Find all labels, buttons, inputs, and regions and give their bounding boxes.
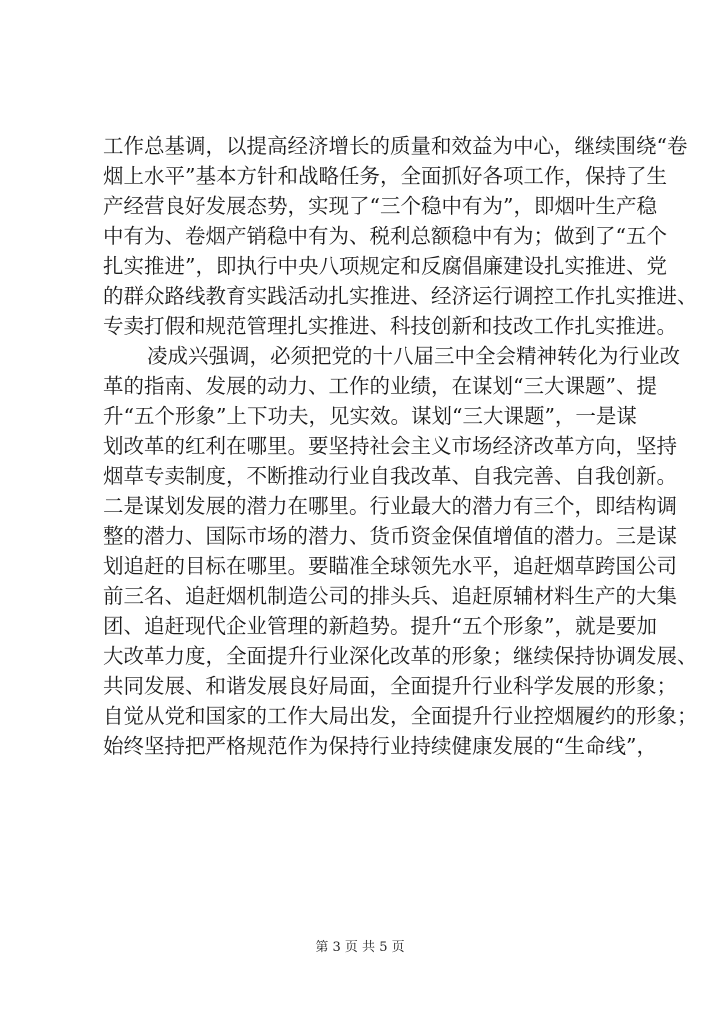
text-line: 整的潜力、国际市场的潜力、货币资金保值增值的潜力。三是谋 [103,524,677,548]
text-line: 自觉从党和国家的工作大局出发，全面提升行业控烟履约的形象； [103,704,698,728]
text-line: 革的指南、发展的动力、工作的业绩，在谋划“三大课题”、提 [103,374,657,398]
text-line: 扎实推进”，即执行中央八项规定和反腐倡廉建设扎实推进、党 [103,254,667,278]
text-line: 大改革力度，全面提升行业深化改革的形象；继续保持协调发展、 [103,644,698,668]
text-line: 工作总基调，以提高经济增长的质量和效益为中心，继续围绕“卷 [103,134,688,158]
text-line: 的群众路线教育实践活动扎实推进、经济运行调控工作扎实推进、 [103,284,698,308]
text-line: 共同发展、和谐发展良好局面，全面提升行业科学发展的形象； [103,674,677,698]
paragraph-first-line: 凌成兴强调，必须把党的十八届三中全会精神转化为行业改 [147,344,680,368]
page-footer: 第 3 页 共 5 页 [315,940,405,955]
text-line: 团、追赶现代企业管理的新趋势。提升“五个形象”，就是要加 [103,614,657,638]
text-line: 烟草专卖制度，不断推动行业自我改革、自我完善、自我创新。 [103,464,677,488]
text-line: 始终坚持把严格规范作为保持行业持续健康发展的“生命线”， [103,734,657,758]
text-line: 划改革的红利在哪里。要坚持社会主义市场经济改革方向，坚持 [103,434,677,458]
text-line: 二是谋划发展的潜力在哪里。行业最大的潜力有三个，即结构调 [103,494,677,518]
text-line: 升“五个形象”上下功夫，见实效。谋划“三大课题”，一是谋 [103,404,637,428]
text-line: 专卖打假和规范管理扎实推进、科技创新和技改工作扎实推进。 [103,314,677,338]
text-line: 产经营良好发展态势，实现了“三个稳中有为”，即烟叶生产稳 [103,194,657,218]
text-line: 划追赶的目标在哪里。要瞄准全球领先水平，追赶烟草跨国公司 [103,554,677,578]
body-text [103,131,698,761]
text-line: 烟上水平”基本方针和战略任务，全面抓好各项工作，保持了生 [103,164,667,188]
text-line: 前三名、追赶烟机制造公司的排头兵、追赶原辅材料生产的大集 [103,584,677,608]
text-line: 中有为、卷烟产销稳中有为、税利总额稳中有为；做到了“五个 [103,224,667,248]
